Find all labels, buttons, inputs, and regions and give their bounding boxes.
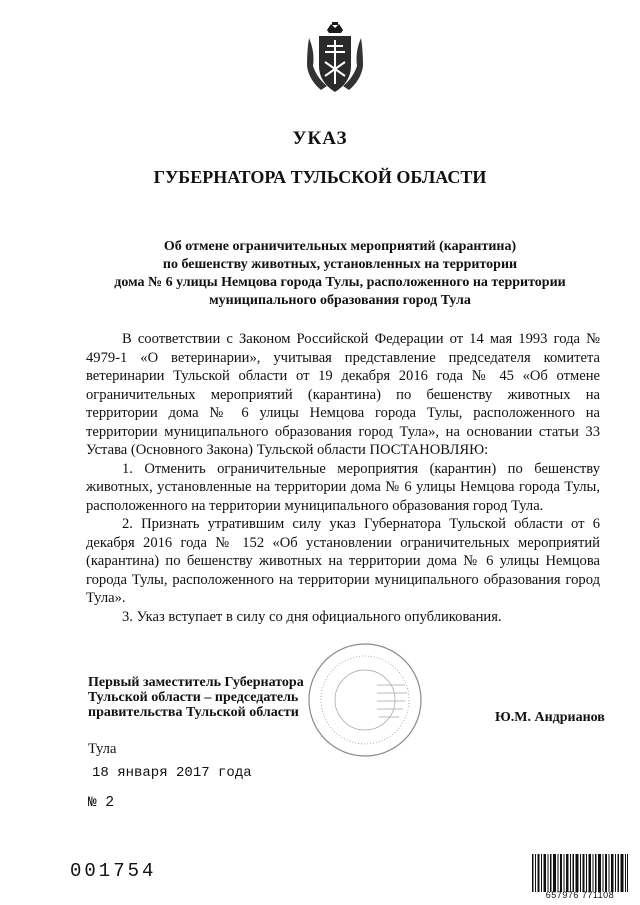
document-type-title: УКАЗ [292,128,348,149]
issuer-title: ГУБЕРНАТОРА ТУЛЬСКОЙ ОБЛАСТИ [153,167,487,187]
issue-date: 18 января 2017 года [92,765,252,781]
signatory-name: Ю.М. Андрианов [495,710,605,725]
position-line: правительства Тульской области [88,705,299,720]
serial-number: 001754 [70,860,157,882]
document-number: № 2 [88,795,115,811]
preamble-paragraph: В соответствии с Законом Российской Федерации от 14 мая 1993 года № 4979-1 «О ветеринарии», учитывая представление председателя комитета ветеринарии Тульской области от 19 декабря 2016 года № 45 «Об отмене ограничительных мероприятий (карантина) по бешенству животных на территории дома № 6 улицы Немцова города Тулы, расположенного на территории муниципального образования город Тула», на основании статьи 33 Устава (Основного Закона) Тульской области ПОСТАНОВЛЯЮ: [86,331,600,458]
decree-body [86,330,600,626]
subject-line: по бешенству животных, установленных на территории [162,257,518,272]
decree-item-2: 2. Признать утратившим силу указ Губернатора Тульской области от 6 декабря 2016 года № 152 «Об установлении ограничительных мероприятий (карантина) по бешенству животных на территории дома № 6 улицы Немцова города Тулы, расположенного на территории муниципального образования город Тула». [86,516,600,606]
decree-item-3: 3. Указ вступает в силу со дня официального опубликования. [122,608,502,625]
subject-line: Об отмене ограничительных мероприятий (карантина) [163,239,517,254]
round-official-stamp-icon [305,640,425,760]
subject-line: дома № 6 улицы Немцова города Тулы, расположенного на территории [114,275,566,290]
position-line: Первый заместитель Губернатора [88,675,304,690]
document-subject [60,238,620,310]
decree-item-1: 1. Отменить ограничительные мероприятия (карантин) по бешенству животных, установленные на территории дома № 6 улицы Немцова города Тулы, расположенного на территории муниципального образования город Тула. [86,460,600,514]
issue-city: Тула [88,741,117,757]
barcode-number: 657976 771108 [545,890,615,900]
barcode-icon [532,854,628,892]
subject-line: муниципального образования город Тула [209,293,471,308]
position-line: Тульской области – председатель [88,690,299,705]
tula-coat-of-arms-icon [305,22,365,96]
signatory-position [88,675,304,720]
